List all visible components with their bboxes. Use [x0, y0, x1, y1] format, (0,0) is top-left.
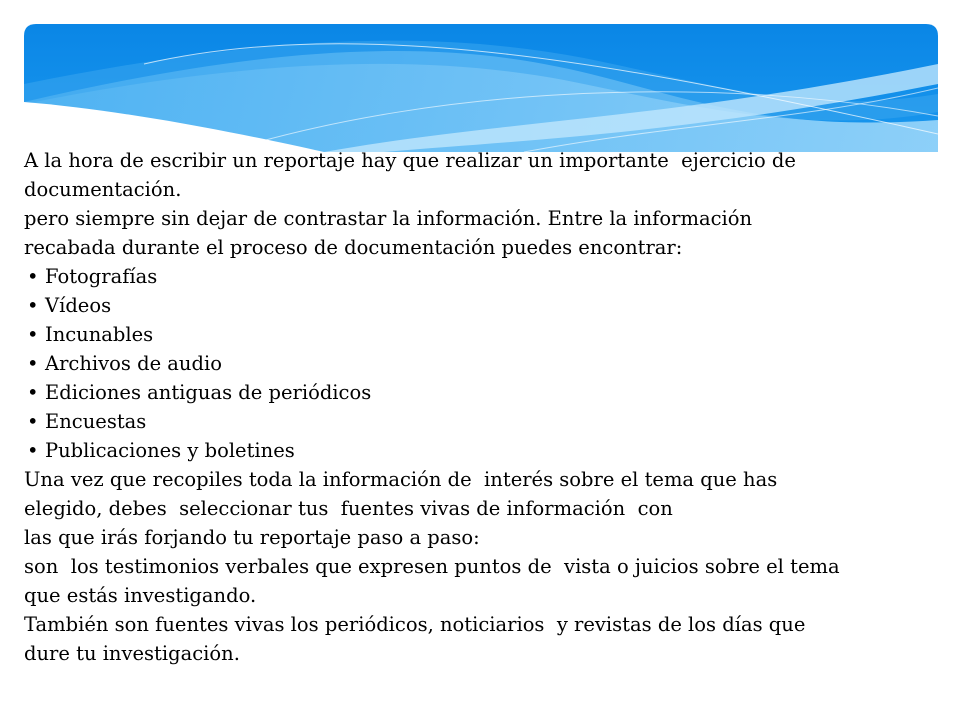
- para-line-7: dure tu investigación.: [24, 642, 240, 665]
- intro-line-3: pero siempre sin dejar de contrastar la información. Entre la información: [24, 207, 753, 230]
- bullet-label: Vídeos: [45, 294, 112, 317]
- bullet-item: [24, 291, 936, 320]
- bullet-item: [24, 407, 936, 436]
- bullet-icon: •: [27, 410, 39, 433]
- bullet-item: [24, 378, 936, 407]
- bullet-icon: •: [27, 294, 39, 317]
- bullet-item: [24, 262, 936, 291]
- bullet-label: Publicaciones y boletines: [45, 439, 295, 462]
- para-line-3: las que irás forjando tu reportaje paso a paso:: [24, 526, 480, 549]
- para-line-5: que estás investigando.: [24, 584, 257, 607]
- bullet-icon: •: [27, 352, 39, 375]
- para-line-1: Una vez que recopiles toda la información de interés sobre el tema que has: [24, 468, 778, 491]
- bullet-label: Fotografías: [45, 265, 158, 288]
- bullet-icon: •: [27, 265, 39, 288]
- bullet-item: [24, 436, 936, 465]
- bullet-item: [24, 349, 936, 378]
- bullet-list: [24, 262, 936, 465]
- para-line-6: También son fuentes vivas los periódicos, noticiarios y revistas de los días que: [24, 613, 806, 636]
- bullet-icon: •: [27, 323, 39, 346]
- bullet-label: Encuestas: [45, 410, 147, 433]
- bullet-label: Ediciones antiguas de periódicos: [45, 381, 372, 404]
- intro-line-1: A la hora de escribir un reportaje hay que realizar un importante ejercicio de: [24, 149, 796, 172]
- intro-line-2: documentación.: [24, 178, 182, 201]
- wave-banner: [24, 24, 938, 152]
- intro-line-4: recabada durante el proceso de documentación puedes encontrar:: [24, 236, 683, 259]
- bullet-item: [24, 320, 936, 349]
- bullet-label: Archivos de audio: [45, 352, 222, 375]
- bullet-label: Incunables: [45, 323, 154, 346]
- para-line-2: elegido, debes seleccionar tus fuentes vivas de información con: [24, 497, 673, 520]
- slide-body-text: [24, 146, 936, 668]
- para-line-4: son los testimonios verbales que expresen puntos de vista o juicios sobre el tema: [24, 555, 840, 578]
- bullet-icon: •: [27, 381, 39, 404]
- bullet-icon: •: [27, 439, 39, 462]
